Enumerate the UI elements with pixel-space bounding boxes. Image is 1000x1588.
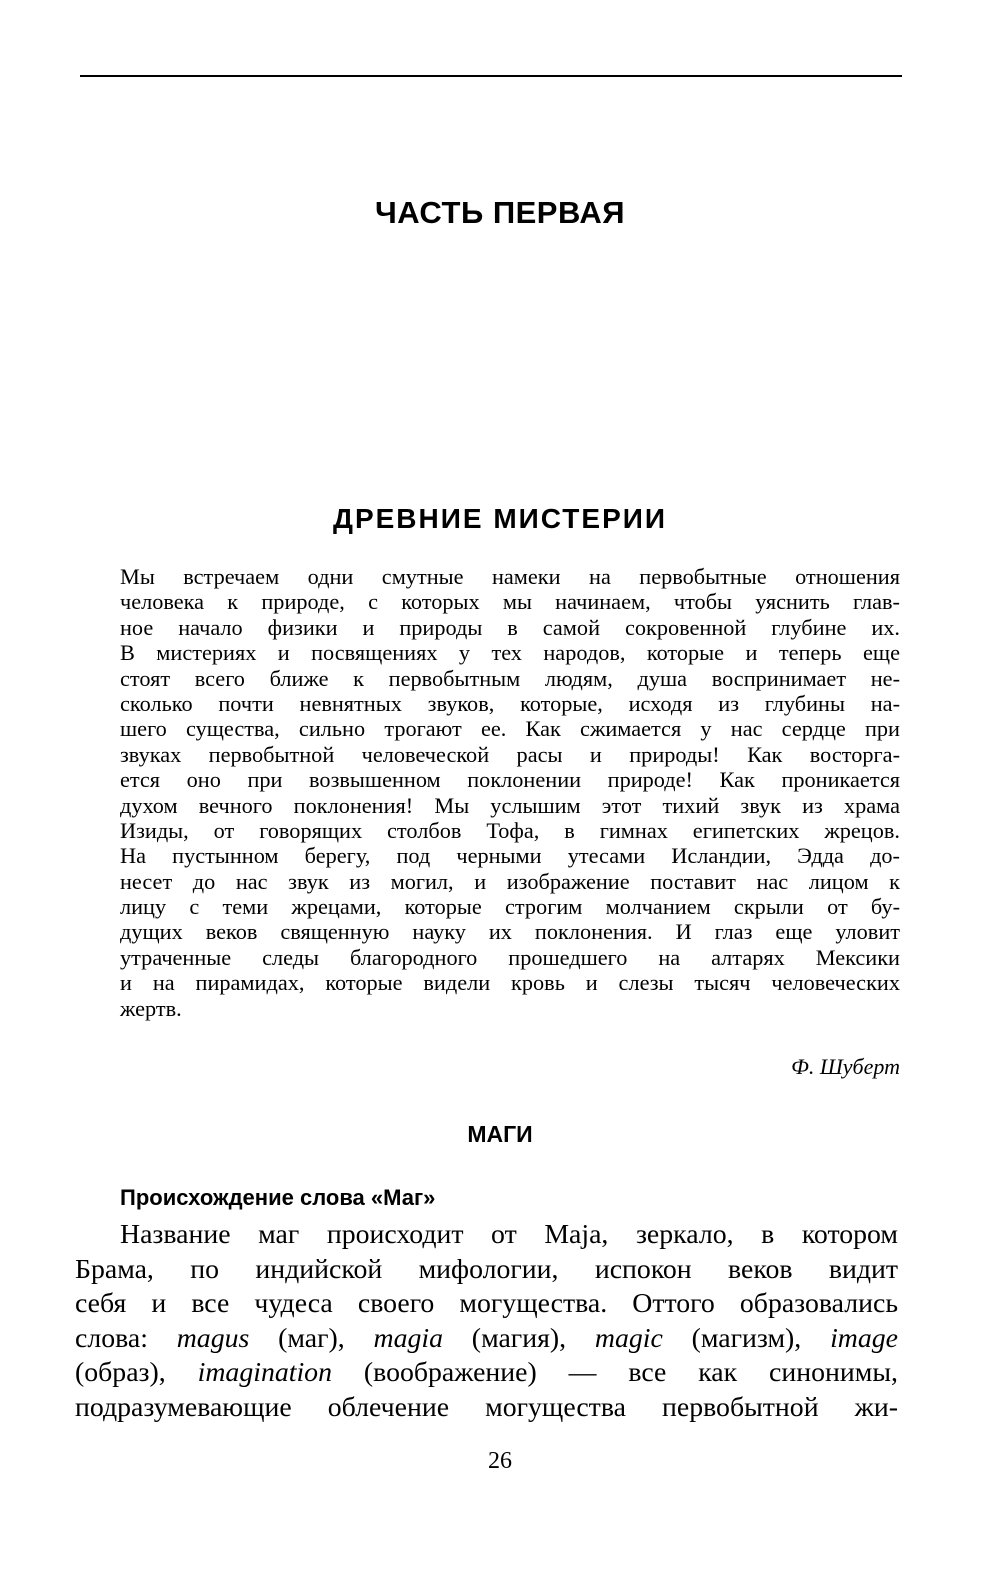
- epigraph-line: ное начало физики и природы в самой сокровенной глубине их.: [120, 614, 900, 640]
- epigraph-line: В мистериях и посвящениях у тех народов, которые и теперь еще: [120, 640, 900, 666]
- epigraph-line: лицу с теми жрецами, которые строгим молчанием скрыли от бу-: [120, 894, 900, 920]
- section-title: МАГИ: [467, 1121, 533, 1147]
- epigraph-line: На пустынном берегу, под черными утесами Исландии, Эдда до-: [120, 843, 900, 869]
- epigraph-line: духом вечного поклонения! Мы услышим этот тихий звук из храма: [120, 792, 900, 818]
- epigraph: [120, 564, 900, 1021]
- epigraph-line: и на пирамидах, которые видели кровь и слезы тысяч человеческих: [120, 970, 900, 996]
- chapter-title: ДРЕВНИЕ МИСТЕРИИ: [333, 503, 667, 534]
- latin-term: magus: [176, 1322, 250, 1354]
- page-number: 26: [488, 1448, 512, 1474]
- part-title: ЧАСТЬ ПЕРВАЯ: [375, 195, 625, 230]
- body-text-run: (магия),: [443, 1322, 595, 1354]
- body-text-run: (маг),: [249, 1322, 374, 1354]
- body-text-run: (образ),: [75, 1357, 198, 1388]
- epigraph-line: стоят всего ближе к первобытным людям, душа воспринимает не-: [120, 665, 900, 691]
- epigraph-line: сколько почти невнятных звуков, которые, исходя из глубины на-: [120, 690, 900, 716]
- body-line: [75, 1356, 898, 1391]
- epigraph-line: ется оно при возвышенном поклонении природе! Как проникается: [120, 767, 900, 793]
- body-text: [75, 1218, 898, 1425]
- epigraph-line: звуках первобытной человеческой расы и природы! Как восторга-: [120, 741, 900, 767]
- latin-term: magic: [594, 1322, 663, 1354]
- epigraph-line: Изиды, от говорящих столбов Тофа, в гимнах египетских жрецов.: [120, 817, 900, 843]
- epigraph-line: человека к природе, с которых мы начинаем, чтобы уяснить глав-: [120, 589, 900, 615]
- epigraph-line: Мы встречаем одни смутные намеки на первобытные отношения: [120, 564, 900, 589]
- header-rule: [80, 75, 902, 77]
- body-line: себя и все чудеса своего могущества. Оттого образовались: [75, 1288, 898, 1319]
- epigraph-line: дущих веков священную науку их поклонения. И глаз еще уловит: [120, 919, 900, 945]
- epigraph-author: Ф. Шуберт: [791, 1054, 900, 1079]
- body-line: Название маг происходит от Maja, зеркало, в котором: [120, 1219, 898, 1250]
- epigraph-line: утраченные следы благородного прошедшего на алтарях Мексики: [120, 944, 900, 970]
- latin-term: imagination: [197, 1357, 332, 1388]
- epigraph-line: несет до нас звук из могил, и изображение поставит нас лицом к: [120, 868, 900, 894]
- epigraph-line: жертв.: [120, 995, 182, 1021]
- body-line: Брама, по индийской мифологии, испокон веков видит: [75, 1253, 898, 1285]
- latin-term: image: [830, 1322, 898, 1354]
- body-text-run: слова:: [75, 1322, 177, 1354]
- body-line: [75, 1322, 898, 1357]
- body-text-run: (магизм),: [662, 1322, 831, 1354]
- body-text-run: (воображение) — все как синонимы,: [331, 1357, 898, 1388]
- body-line: подразумевающие облечение могущества первобытной жи-: [75, 1391, 898, 1423]
- latin-term: magia: [373, 1322, 444, 1354]
- epigraph-line: шего существа, сильно трогают ее. Как сжимается у нас сердце при: [120, 716, 900, 742]
- subsection-title: Происхождение слова «Маг»: [120, 1185, 436, 1210]
